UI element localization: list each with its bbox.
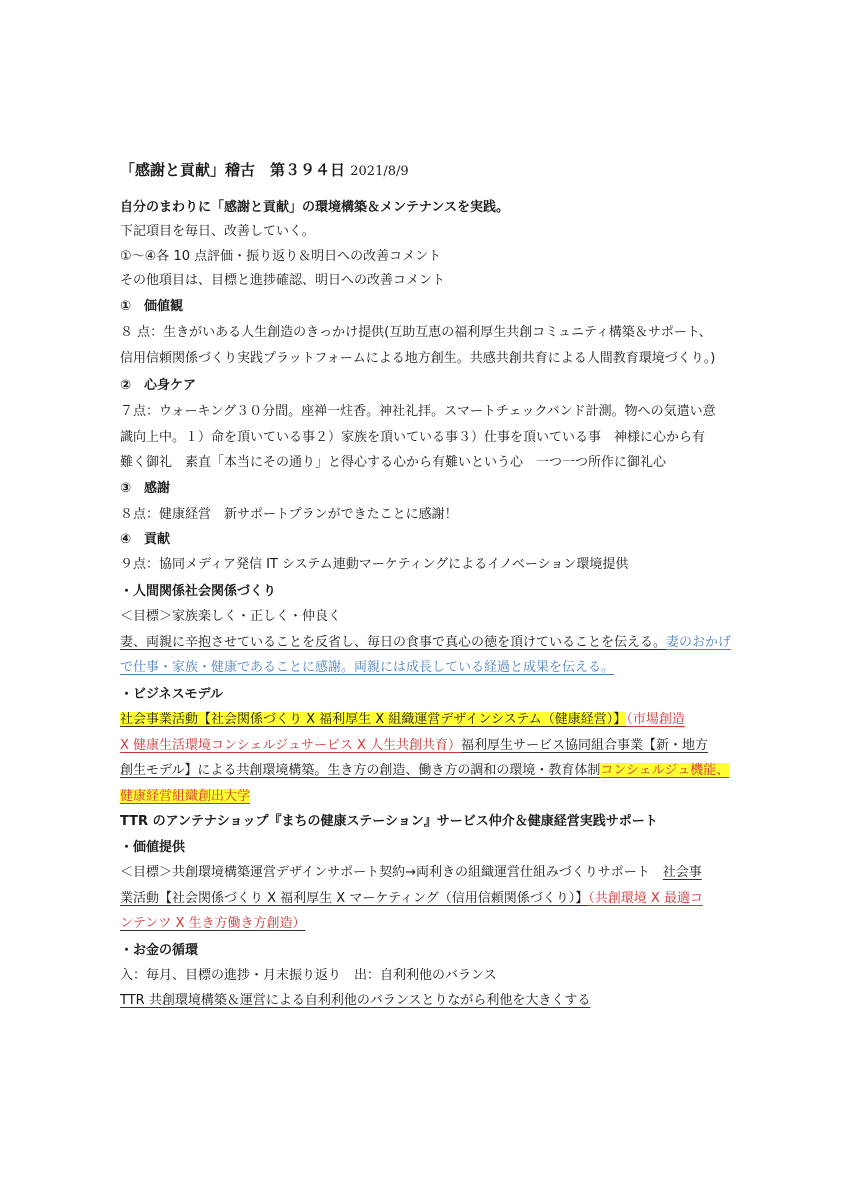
- money-line-2-text: TTR 共創環境構築＆運営による自利利他のバランスとりながら利他を大きくする: [120, 993, 591, 1008]
- section-care-line: 識向上中。１）命を頂いている事２）家族を頂いている事３）仕事を頂いている事 神様に心から有: [120, 430, 706, 445]
- title-text: 「感謝と貢献」稽古 第３９４日: [120, 161, 346, 179]
- value-line-3: [120, 915, 306, 933]
- human-goal: ＜目標＞家族楽しく・正しく・仲良く: [120, 609, 342, 624]
- human-line-1: [120, 634, 731, 652]
- intro-line-4: その他項目は、目標と進捗確認、明日への改善コメント: [120, 273, 446, 288]
- title-date: 2021/8/9: [350, 164, 409, 179]
- section-contribution-line: ９点：協同メディア発信 IT システム連動マーケティングによるイノベーション環境提供: [120, 557, 629, 572]
- section-care-heading: ② 心身ケア: [120, 378, 197, 393]
- money-line-1: 入：毎月、目標の進捗・月末振り返り 出：自利利他のバランス: [120, 968, 497, 983]
- value-line-2a: 業活動【社会関係づくり X 福利厚生 X マーケティング（信用信頼関係づくり）】: [120, 891, 589, 906]
- business-line-2: [120, 737, 708, 755]
- money-line-2: [120, 992, 590, 1010]
- section-care-line: 難く御礼 素直「本当にその通り」と得心する心から有難いという心 一つ一つ所作に御礼心: [120, 455, 667, 470]
- human-line-1b: 妻のおかげ: [666, 635, 732, 650]
- business-line-3: [120, 762, 729, 780]
- human-line-2: [120, 659, 614, 677]
- business-line-1a: 社会事業活動【社会関係づくり X 福利厚生 X 組織運営デザインシステム（健康経営）】: [120, 712, 627, 727]
- business-line-2a: X 健康生活環境コンシェルジュサービス X 人生共創共育）: [120, 738, 462, 753]
- intro-line-1: 自分のまわりに「感謝と貢献」の環境構築＆メンテナンスを実践。: [120, 200, 509, 215]
- section-values-line: ８ 点：生きがいある人生創造のきっかけ提供(互助互恵の福利厚生共創コミュニティ構築＆サポート、: [120, 325, 712, 340]
- section-thanks-heading: ③ 感謝: [120, 481, 171, 496]
- value-line-3-text: ンテンツ X 生き方働き方創造）: [120, 916, 306, 931]
- intro-line-3: ①～④各 10 点評価・振り返り＆明日への改善コメント: [120, 249, 442, 264]
- value-line-2: [120, 890, 703, 908]
- value-line-1: [120, 864, 702, 882]
- business-line-4: [120, 788, 250, 806]
- section-business-heading: ・ビジネスモデル: [120, 687, 223, 702]
- human-line-1a: 妻、両親に辛抱させていることを反省し、毎日の食事で真心の徳を頂けていることを伝える。: [120, 635, 667, 650]
- business-line-1b: （市場創造: [626, 712, 685, 727]
- section-care-line: ７点：ウォーキング３０分間。座禅一炷香。神社礼拝。スマートチェックバンド計測。物への気遣い意: [120, 404, 716, 419]
- section-value-heading: ・価値提供: [120, 840, 186, 855]
- business-line-3a: 創生モデル】による共創環境構築。生き方の創造、働き方の調和の環境・教育体制: [120, 763, 601, 778]
- value-line-2b: （共創環境 X 最適コ: [588, 891, 703, 906]
- business-line-4-text: 健康経営組織創出大学: [120, 789, 251, 804]
- section-contribution-heading: ④ 貢献: [120, 532, 171, 547]
- business-line-3b: コンシェルジュ機能、: [600, 763, 730, 778]
- business-line-2b: 福利厚生サービス協同組合事業【新・地方: [461, 738, 709, 753]
- section-money-heading: ・お金の循環: [120, 943, 199, 958]
- intro-line-2: 下記項目を毎日、改善していく。: [120, 224, 315, 239]
- business-line-1: [120, 711, 685, 729]
- section-human-heading: ・人間関係社会関係づくり: [120, 584, 277, 599]
- value-line-1b: 社会事: [662, 865, 702, 880]
- section-thanks-line: ８点：健康経営 新サポートプランができたことに感謝！: [120, 507, 458, 522]
- business-line-5: TTR のアンテナショップ『まちの健康ステーション』サービス仲介＆健康経営実践サポート: [120, 814, 658, 829]
- human-line-2-text: で仕事・家族・健康であることに感謝。両親には成長している経過と成果を伝える。: [120, 660, 615, 675]
- section-values-heading: ① 価値観: [120, 299, 184, 314]
- section-values-line: 信用信頼関係づくり実践プラットフォームによる地方創生。共感共創共育による人間教育環境づくり。): [120, 351, 716, 366]
- value-line-1a: ＜目標＞共創環境構築運営デザインサポート契約→両利きの組織運営仕組みづくりサポート: [120, 865, 663, 880]
- document-title: [120, 161, 409, 181]
